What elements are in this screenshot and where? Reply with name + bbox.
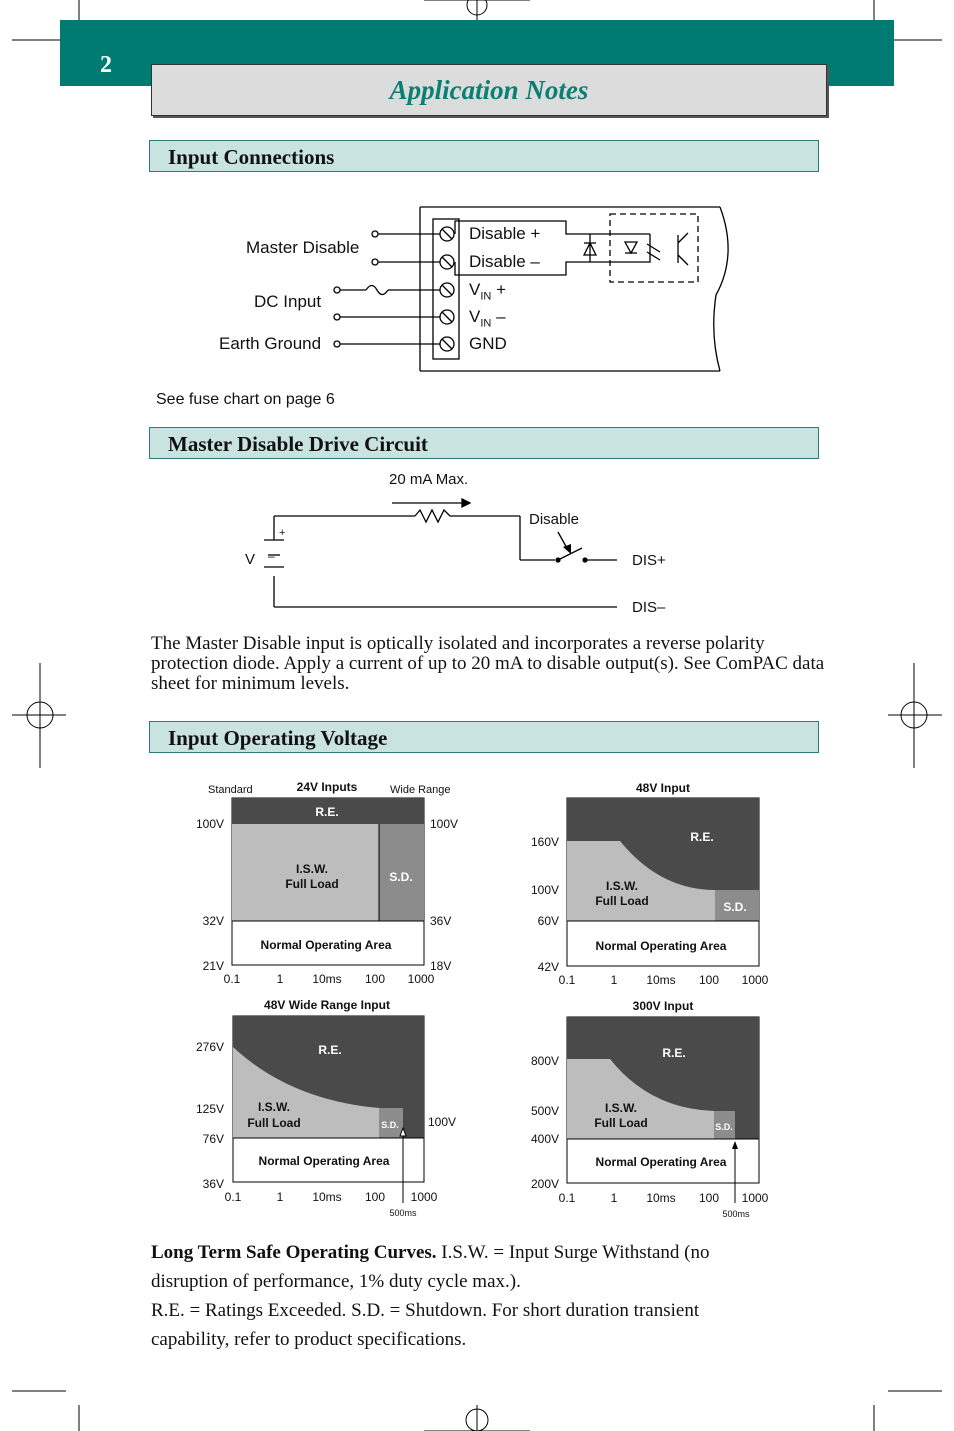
svg-text:Full Load: Full Load <box>247 1116 301 1130</box>
v-label: V <box>245 551 256 568</box>
svg-text:R.E.: R.E. <box>662 1046 686 1060</box>
svg-text:I.S.W.: I.S.W. <box>605 879 639 893</box>
svg-text:36V: 36V <box>430 914 452 928</box>
drive-circuit-diagram <box>240 490 660 620</box>
footer-line-1: Long Term Safe Operating Curves. I.S.W. = Input Surge Withstand (no <box>151 1242 710 1263</box>
svg-text:18V: 18V <box>430 959 452 973</box>
full-load-label: Full Load <box>285 877 339 891</box>
section-input-operating-voltage <box>149 721 819 753</box>
svg-text:100V: 100V <box>430 817 459 831</box>
svg-text:36V: 36V <box>202 1177 224 1191</box>
right-header: Wide Range <box>390 784 451 796</box>
input-connections-diagram <box>150 195 770 385</box>
normal-label: Normal Operating Area <box>260 938 392 952</box>
label-earth-ground: Earth Ground <box>219 334 322 353</box>
isw-label: I.S.W. <box>295 862 329 876</box>
svg-text:100: 100 <box>698 973 720 987</box>
label-dc-input: DC Input <box>254 292 322 311</box>
chart-title: 24V Inputs <box>296 780 358 794</box>
svg-text:I.S.W.: I.S.W. <box>604 1101 638 1115</box>
drive-description: The Master Disable input is optically isolated and incorporates a reverse polarity protection diode. Apply a current of up to 20 mA to disable output(s). See ComPAC data sheet for minimum levels. <box>151 633 825 694</box>
svg-text:100: 100 <box>364 972 386 986</box>
section-heading: Input Connections <box>168 145 335 169</box>
svg-text:1000: 1000 <box>407 972 435 986</box>
terminal-vin-minus: $V_{IN}$ – <box>469 307 506 330</box>
svg-text:100V: 100V <box>428 1115 457 1129</box>
dis-plus-label: DIS+ <box>632 552 666 569</box>
svg-text:Full Load: Full Load <box>594 1116 648 1130</box>
chart-48v <box>531 781 769 987</box>
svg-text:10ms: 10ms <box>646 973 676 987</box>
svg-text:S.D.: S.D. <box>723 900 747 914</box>
section-heading: Input Operating Voltage <box>168 726 388 750</box>
svg-text:S.D.: S.D. <box>715 1122 733 1132</box>
svg-text:500ms: 500ms <box>389 1208 417 1218</box>
sd-label: S.D. <box>389 870 413 884</box>
chart-48v-wide <box>196 998 456 1218</box>
current-label: 20 mA Max. <box>389 471 469 488</box>
svg-text:1000: 1000 <box>741 973 769 987</box>
svg-text:48V Input: 48V Input <box>635 781 691 795</box>
minus-label: – <box>268 549 275 563</box>
svg-text:100V: 100V <box>530 883 559 897</box>
svg-text:21V: 21V <box>202 959 224 973</box>
svg-text:10ms: 10ms <box>646 1191 676 1205</box>
svg-text:1: 1 <box>276 1190 284 1204</box>
section-heading: Master Disable Drive Circuit <box>168 432 428 456</box>
svg-text:276V: 276V <box>195 1040 224 1054</box>
svg-text:800V: 800V <box>530 1054 559 1068</box>
terminal-gnd: GND <box>469 334 507 353</box>
svg-text:500ms: 500ms <box>722 1209 750 1219</box>
svg-text:10ms: 10ms <box>312 972 342 986</box>
svg-text:48V Wide Range Input: 48V Wide Range Input <box>264 998 390 1012</box>
svg-text:I.S.W.: I.S.W. <box>257 1100 291 1114</box>
operating-curves <box>190 775 790 1225</box>
svg-text:10ms: 10ms <box>312 1190 342 1204</box>
page-number: 2 <box>100 52 112 78</box>
svg-text:Normal Operating Area: Normal Operating Area <box>258 1154 390 1168</box>
left-header: Standard <box>208 784 253 796</box>
dis-minus-label: DIS– <box>632 599 666 616</box>
svg-text:60V: 60V <box>537 914 559 928</box>
svg-text:0.1: 0.1 <box>558 973 576 987</box>
svg-text:R.E.: R.E. <box>318 1043 342 1057</box>
svg-text:1: 1 <box>610 973 618 987</box>
footer-line-3: R.E. = Ratings Exceeded. S.D. = Shutdown. For short duration transient <box>151 1300 700 1321</box>
label-master-disable: Master Disable <box>246 238 360 257</box>
svg-text:125V: 125V <box>195 1102 224 1116</box>
svg-text:Normal Operating Area: Normal Operating Area <box>595 1155 727 1169</box>
switch-label: Disable <box>529 511 580 528</box>
svg-text:100: 100 <box>364 1190 386 1204</box>
svg-text:400V: 400V <box>530 1132 559 1146</box>
footer-text <box>151 1238 851 1354</box>
svg-text:42V: 42V <box>537 960 559 974</box>
svg-text:300V Input: 300V Input <box>632 999 694 1013</box>
svg-text:100V: 100V <box>195 817 224 831</box>
svg-text:S.D.: S.D. <box>381 1120 399 1130</box>
section-input-connections <box>149 140 819 172</box>
svg-text:Normal Operating Area: Normal Operating Area <box>595 939 727 953</box>
terminal-disable-minus: Disable – <box>469 252 540 271</box>
section-master-disable <box>149 427 819 459</box>
svg-text:1000: 1000 <box>741 1191 769 1205</box>
svg-text:R.E.: R.E. <box>690 830 714 844</box>
svg-text:100: 100 <box>698 1191 720 1205</box>
fuse-note: See fuse chart on page 6 <box>156 391 335 408</box>
svg-text:1: 1 <box>610 1191 618 1205</box>
chart-300v <box>531 999 769 1219</box>
svg-text:200V: 200V <box>530 1177 559 1191</box>
svg-text:160V: 160V <box>530 835 559 849</box>
re-label: R.E. <box>315 805 339 819</box>
svg-text:0.1: 0.1 <box>224 1190 242 1204</box>
svg-text:76V: 76V <box>202 1132 224 1146</box>
footer-line-2: disruption of performance, 1% duty cycle max.). <box>151 1271 521 1292</box>
terminal-disable-plus: Disable + <box>469 224 541 243</box>
chart-24v <box>196 780 458 986</box>
terminal-vin-plus: $V_{IN}$ + <box>469 280 507 303</box>
footer-line-4: capability, refer to product specifications. <box>151 1329 467 1350</box>
title-box <box>151 64 827 116</box>
svg-text:0.1: 0.1 <box>558 1191 576 1205</box>
svg-text:500V: 500V <box>530 1104 559 1118</box>
plus-label: + <box>279 527 286 539</box>
page-title: Application Notes <box>389 75 589 105</box>
svg-text:1000: 1000 <box>410 1190 438 1204</box>
svg-text:32V: 32V <box>202 914 224 928</box>
svg-text:Full Load: Full Load <box>595 894 649 908</box>
svg-text:1: 1 <box>276 972 284 986</box>
svg-text:0.1: 0.1 <box>223 972 241 986</box>
